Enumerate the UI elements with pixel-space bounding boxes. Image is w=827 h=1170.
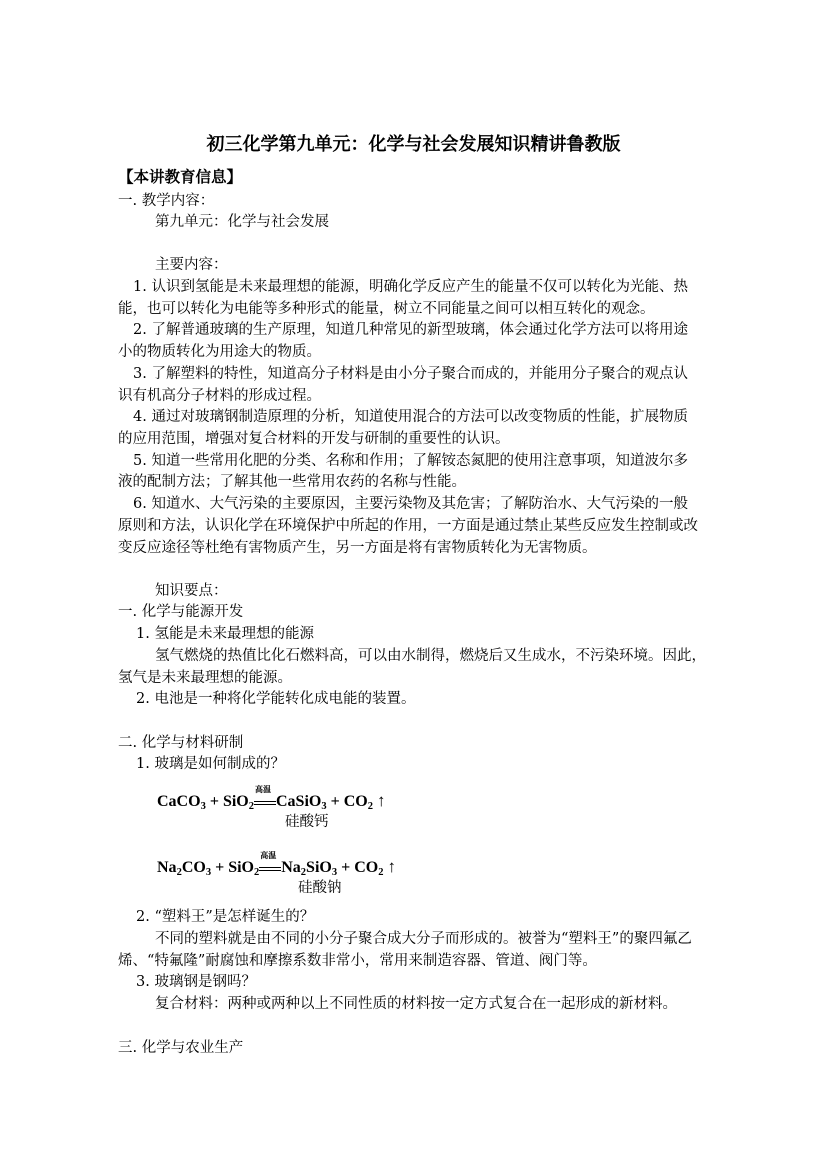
- gas-arrow-icon: ↑: [376, 791, 386, 810]
- equation-2-product-name: 硅酸钠: [298, 880, 342, 896]
- section-2-item-2-text-2: 烯、“特氟隆”耐腐蚀和摩擦系数非常小，常用来制造容器、管道、阀门等。: [118, 953, 597, 969]
- content-item-4-line-1: 4. 通过对玻璃钢制造原理的分析，知道使用混合的方法可以改变物质的性能，扩展物质: [133, 409, 688, 425]
- content-item-3-line-1: 3. 了解塑料的特性，知道高分子材料是由小分子聚合而成的，并能用分子聚合的观点认: [133, 366, 688, 382]
- content-item-5-line-1: 5. 知道一些常用化肥的分类、名称和作用；了解铵态氮肥的使用注意事项，知道波尔多: [133, 453, 688, 469]
- section-1-item-1-text-1: 氢气燃烧的热值比化石燃料高，可以由水制得，燃烧后又生成水，不污染环境。因此，: [155, 648, 706, 664]
- equation-1-product-name: 硅酸钙: [285, 814, 329, 830]
- section-2-heading: 二. 化学与材料研制: [118, 735, 244, 751]
- content-item-1-line-2: 能，也可以转化为电能等多种形式的能量，树立不同能量之间可以相互转化的观念。: [118, 301, 655, 317]
- section-header: 【本讲教育信息】: [118, 167, 243, 186]
- section-2-item-1: 1. 玻璃是如何制成的？: [136, 756, 285, 772]
- content-item-2-line-1: 2. 了解普通玻璃的生产原理，知道几种常见的新型玻璃，体会通过化学方法可以将用途: [133, 322, 688, 338]
- reaction-condition-sign: 高温: [254, 791, 276, 811]
- section-2-item-3: 3. 玻璃钢是钢吗？: [136, 974, 256, 990]
- section-2-item-2: 2. “塑料王”是怎样诞生的？: [136, 909, 315, 925]
- content-item-1-line-1: 1. 认识到氢能是未来最理想的能源，明确化学反应产生的能量不仅可以转化为光能、热: [133, 279, 688, 295]
- content-item-6-line-1: 6. 知道水、大气污染的主要原因，主要污染物及其危害；了解防治水、大气污染的一般: [133, 496, 688, 512]
- teach-heading: 一. 教学内容：: [118, 193, 215, 209]
- section-3-heading: 三. 化学与农业生产: [118, 1040, 244, 1056]
- section-1-heading: 一. 化学与能源开发: [118, 604, 244, 620]
- main-content-heading: 主要内容：: [155, 257, 228, 273]
- section-2-item-3-text: 复合材料：两种或两种以上不同性质的材料按一定方式复合在一起形成的新材料。: [155, 996, 677, 1012]
- content-item-5-line-2: 液的配制方法；了解其他一些常用农药的名称与性能。: [118, 474, 466, 490]
- section-2-item-2-text-1: 不同的塑料就是由不同的小分子聚合成大分子而形成的。被誉为“塑料王”的聚四氟乙: [155, 931, 692, 947]
- equation-sodium-silicate: $Na_2CO_3 + SiO_2$ 高温 $Na_2SiO_3 + CO_2$ ↑: [157, 851, 396, 878]
- section-1-item-1: 1. 氢能是未来最理想的能源: [136, 626, 314, 642]
- section-1-item-1-text-2: 氢气是未来最理想的能源。: [118, 670, 292, 686]
- content-item-6-line-2: 原则和方法，认识化学在环境保护中所起的作用，一方面是通过禁止某些反应发生控制或改: [118, 518, 698, 534]
- document-title: 初三化学第九单元：化学与社会发展知识精讲鲁教版: [206, 134, 621, 155]
- content-item-3-line-2: 识有机高分子材料的形成过程。: [118, 388, 321, 404]
- reaction-condition-sign: 高温: [259, 857, 281, 877]
- teach-unit: 第九单元：化学与社会发展: [155, 214, 329, 230]
- content-item-6-line-3: 变反应途径等杜绝有害物质产生，另一方面是将有害物质转化为无害物质。: [118, 540, 597, 556]
- knowledge-heading: 知识要点：: [155, 583, 228, 599]
- section-1-item-2: 2. 电池是一种将化学能转化成电能的装置。: [136, 691, 416, 707]
- equation-calcium-silicate: CaCO$_3$ + SiO$_2$ 高温 CaSiO$_3$ + $CO_2$ ↑: [157, 785, 386, 812]
- content-item-2-line-2: 小的物质转化为用途大的物质。: [118, 344, 321, 360]
- content-item-4-line-2: 的应用范围，增强对复合材料的开发与研制的重要性的认识。: [118, 431, 510, 447]
- gas-arrow-icon: ↑: [387, 857, 396, 876]
